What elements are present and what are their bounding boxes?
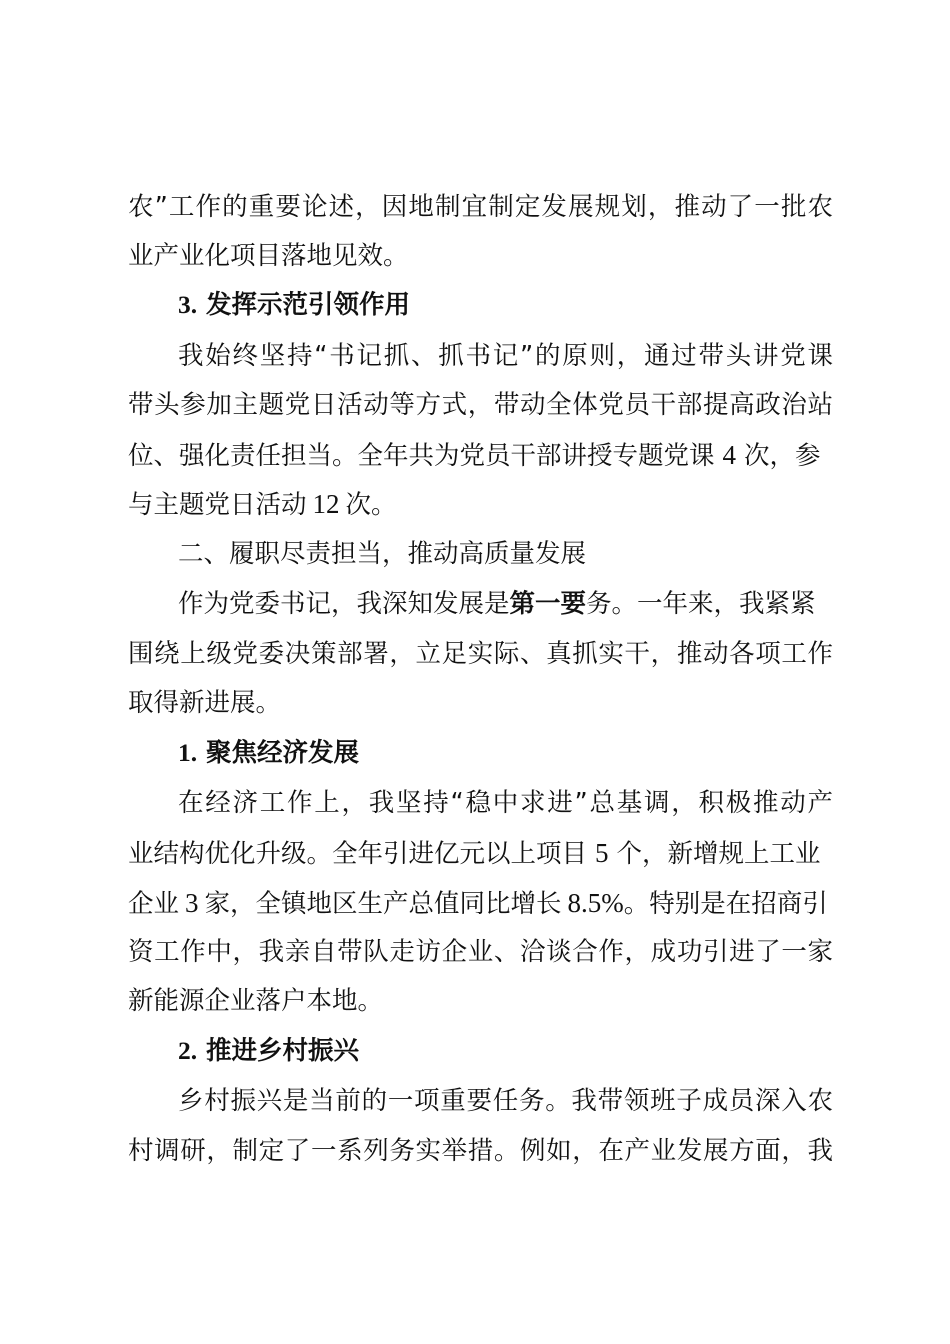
paragraph-line: 农”工作的重要论述，因地制宜制定发展规划，推动了一批农	[128, 192, 833, 222]
number-span: 12	[312, 489, 340, 519]
text-span: 次。	[345, 490, 397, 520]
text-span: 企业	[128, 889, 180, 919]
heading-number: 1.	[178, 738, 198, 767]
heading-text: 聚焦经济发展	[206, 738, 360, 768]
text-span: 家，全镇地区生产总值同比增长	[204, 889, 562, 919]
heading-text: 发挥示范引领作用	[206, 290, 411, 320]
text-span: 。特别是在招商引	[623, 889, 828, 919]
paragraph-line	[128, 833, 833, 873]
paragraph-line	[128, 435, 833, 475]
text-span: 业结构优化升级。全年引进亿元以上项目	[128, 839, 588, 869]
bold-span: 第一要	[509, 589, 587, 619]
number-span: 8.5%	[567, 888, 624, 918]
heading-number: 3.	[178, 290, 198, 319]
text-span: 作为党委书记，我深知发展是	[178, 589, 510, 619]
paragraph-line	[178, 584, 833, 624]
text-span: 位、强化责任担当。全年共为党员干部讲授专题党课	[128, 441, 715, 471]
paragraph-line: 资工作中，我亲自带队走访企业、洽谈合作，成功引进了一家	[128, 937, 833, 967]
text-span: 务。一年来，我紧紧	[586, 589, 816, 619]
paragraph-line: 我始终坚持“书记抓、抓书记”的原则，通过带头讲党课	[178, 341, 833, 371]
number-span: 3	[185, 888, 199, 918]
paragraph-line: 村调研，制定了一系列务实举措。例如，在产业发展方面，我	[128, 1136, 833, 1166]
paragraph-line: 在经济工作上，我坚持“稳中求进”总基调，积极推动产	[178, 788, 833, 818]
text-span: 个，新增规上工业	[616, 839, 821, 869]
paragraph-line	[128, 883, 833, 923]
section-heading	[178, 1031, 833, 1071]
paragraph-line: 新能源企业落户本地。	[128, 986, 384, 1016]
section-heading	[178, 285, 833, 325]
number-span: 5	[595, 838, 609, 868]
paragraph-line: 乡村振兴是当前的一项重要任务。我带领班子成员深入农	[178, 1086, 833, 1116]
heading-number: 2.	[178, 1036, 198, 1065]
paragraph-line: 业产业化项目落地见效。	[128, 241, 409, 271]
paragraph-line: 取得新进展。	[128, 688, 282, 718]
section-heading	[178, 733, 833, 773]
number-span: 4	[722, 440, 737, 470]
section-heading: 二、履职尽责担当，推动高质量发展	[178, 539, 587, 569]
paragraph-line	[128, 484, 833, 524]
paragraph-line: 带头参加主题党日活动等方式，带动全体党员干部提高政治站	[128, 390, 833, 420]
text-span: 与主题党日活动	[128, 490, 307, 520]
text-span: 次，参	[744, 441, 821, 471]
heading-text: 推进乡村振兴	[206, 1036, 360, 1066]
paragraph-line: 围绕上级党委决策部署，立足实际、真抓实干，推动各项工作	[128, 639, 833, 669]
